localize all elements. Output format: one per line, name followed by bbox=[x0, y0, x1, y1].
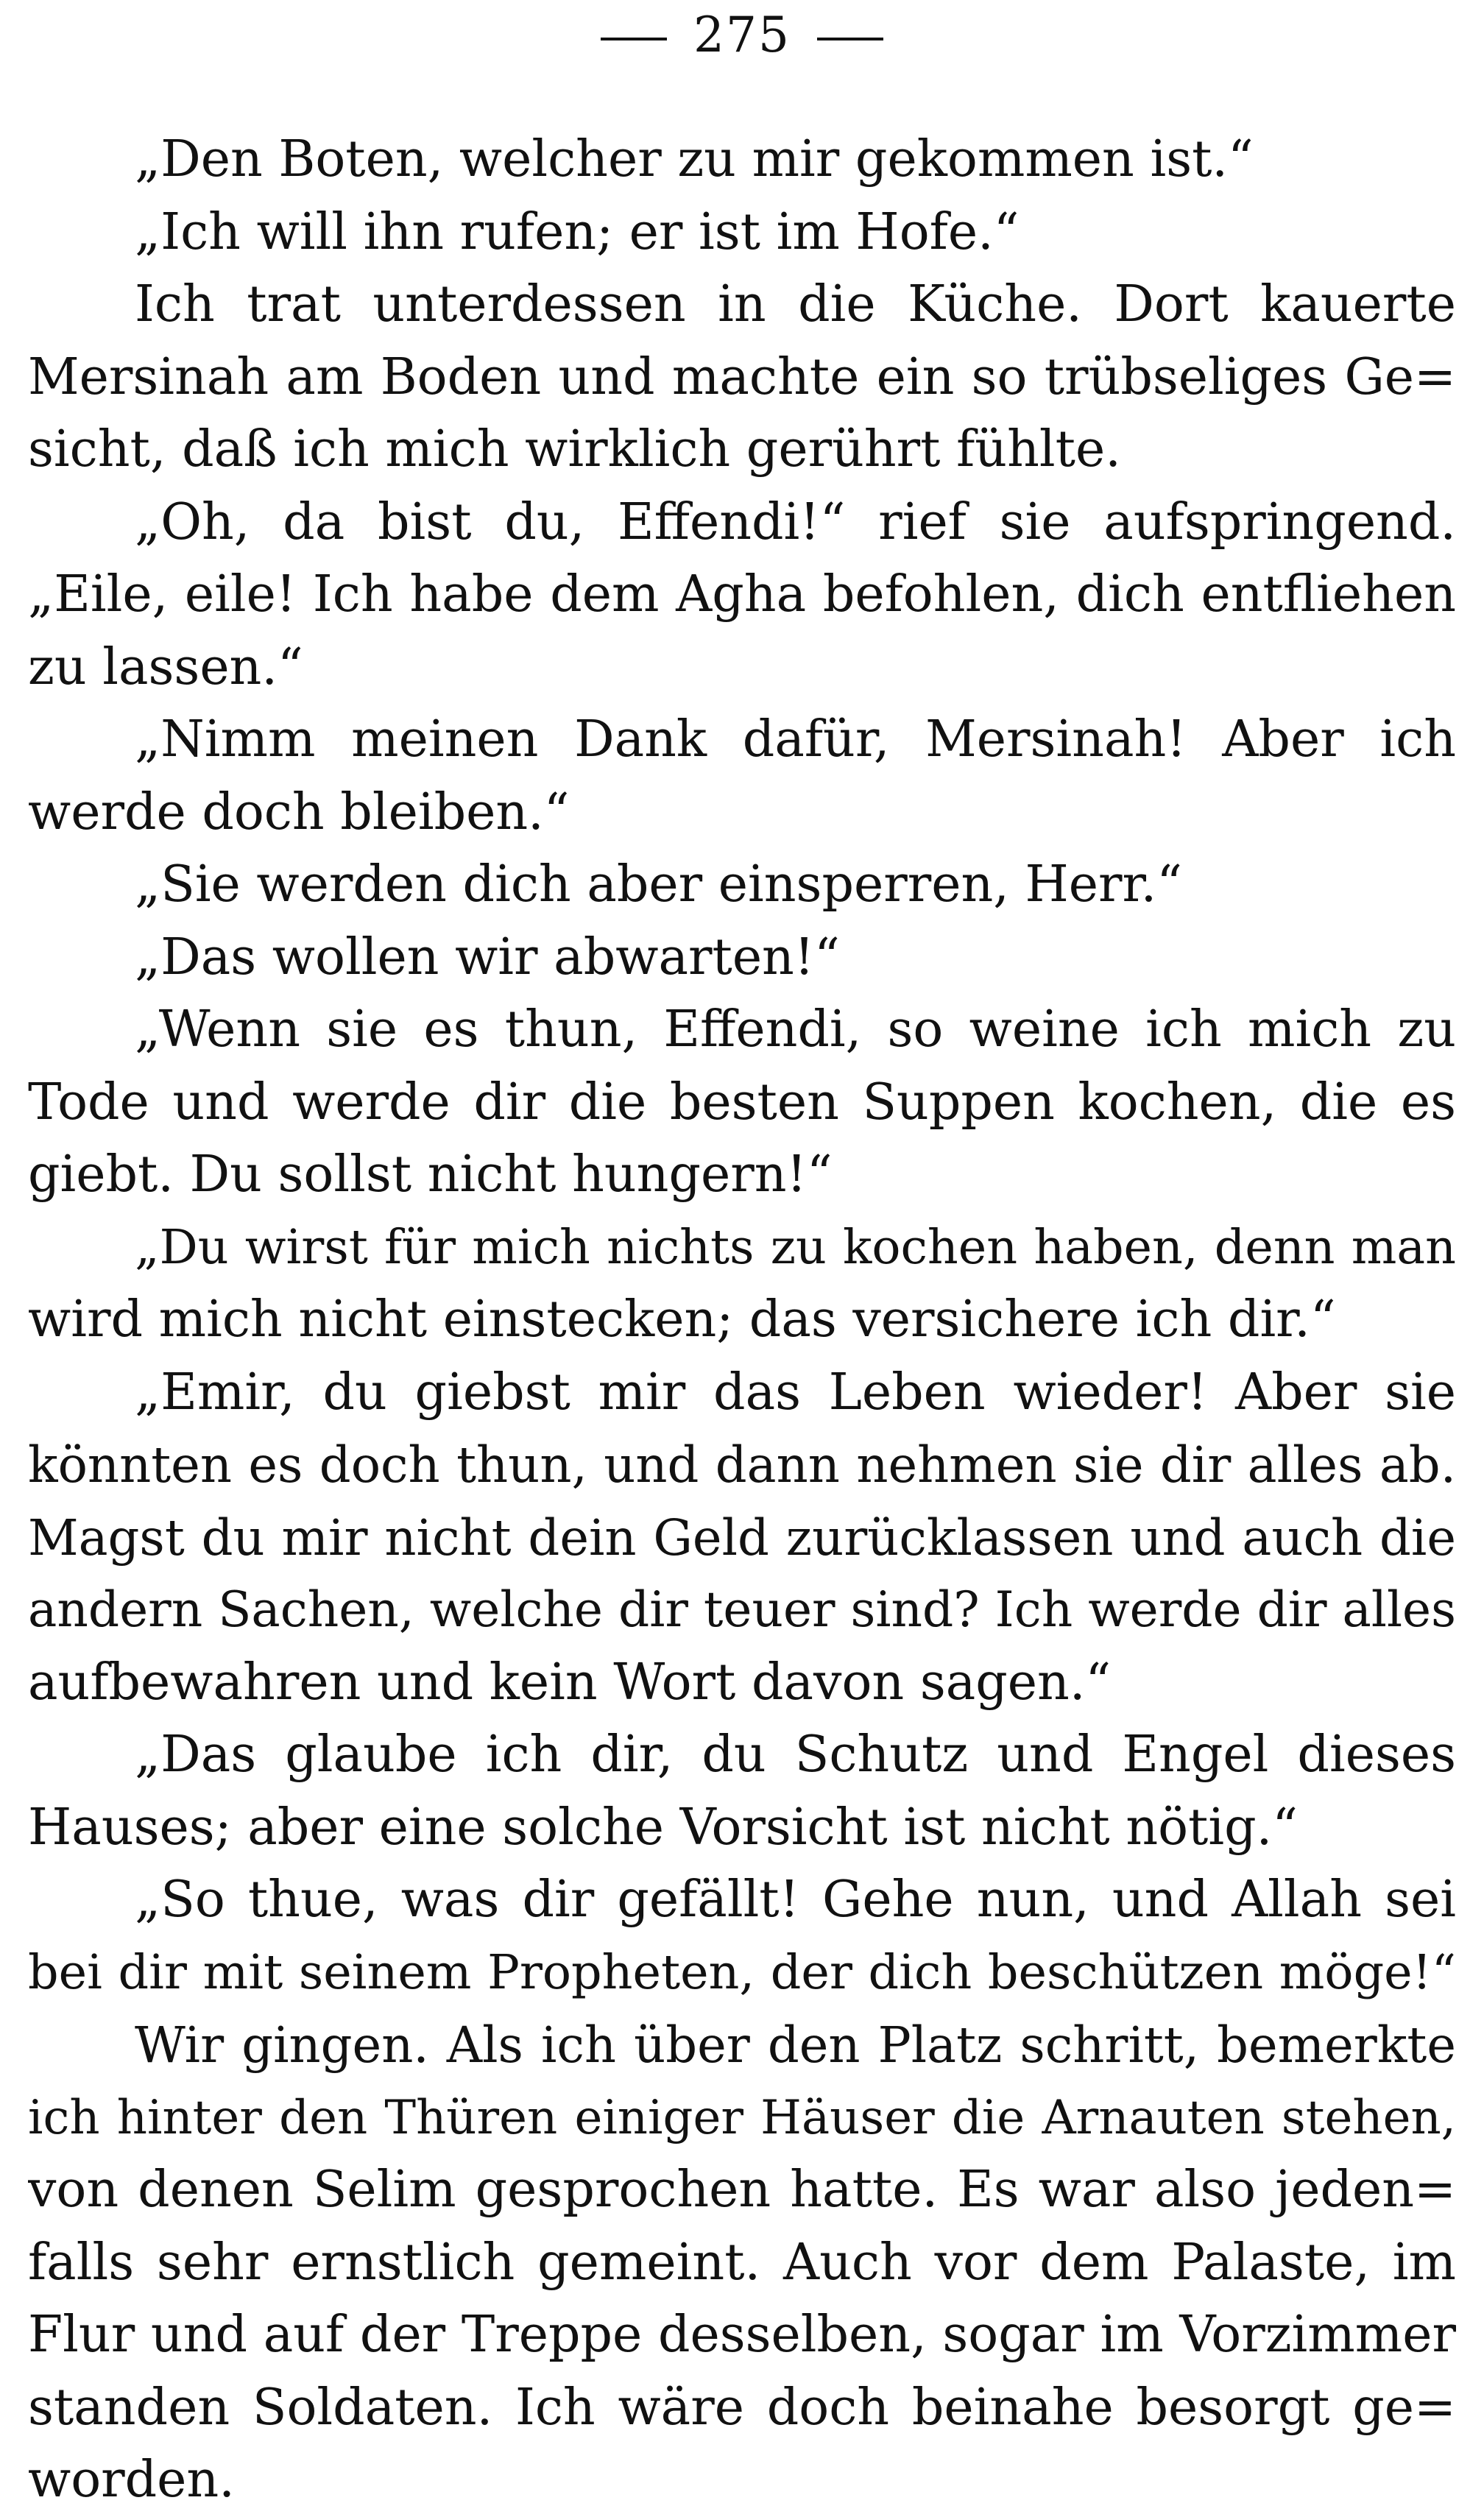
text-line: falls sehr ernstlich gemeint. Auch vor dem Palaste, im bbox=[28, 2233, 1456, 2292]
page-number: 275 bbox=[693, 7, 791, 63]
text-line: Flur und auf der Treppe desselben, sogar im Vorzimmer bbox=[28, 2306, 1456, 2364]
text-line: sicht, daß ich mich wirklich gerührt fühlte. bbox=[28, 420, 1121, 479]
body-text bbox=[28, 124, 1456, 2517]
header-dash-right bbox=[817, 38, 883, 40]
text-line: „Nimm meinen Dank dafür, Mersinah! Aber ich bbox=[135, 710, 1456, 769]
text-line: Mersinah am Boden und machte ein so trübseliges Ge= bbox=[28, 347, 1456, 406]
text-line: Ich trat unterdessen in die Küche. Dort kauerte bbox=[135, 275, 1456, 333]
text-line: Hauses; aber eine solche Vorsicht ist nicht nötig.“ bbox=[28, 1798, 1298, 1857]
text-line: könnten es doch thun, und dann nehmen sie dir alles ab. bbox=[28, 1436, 1456, 1494]
text-line: ich hinter den Thüren einiger Häuser die Arnauten stehen, bbox=[28, 2090, 1456, 2145]
text-line: „Das glaube ich dir, du Schutz und Engel dieses bbox=[135, 1726, 1456, 1784]
text-line: „Eile, eile! Ich habe dem Agha befohlen, dich entfliehen bbox=[28, 565, 1456, 624]
text-line: „Den Boten, welcher zu mir gekommen ist.“ bbox=[135, 130, 1254, 188]
text-line: „Ich will ihn rufen; er ist im Hofe.“ bbox=[135, 202, 1020, 261]
text-line: Tode und werde dir die besten Suppen kochen, die es bbox=[28, 1073, 1456, 1132]
text-line: „Das wollen wir abwarten!“ bbox=[135, 928, 840, 986]
text-line: bei dir mit seinem Propheten, der dich beschützen möge!“ bbox=[28, 1944, 1456, 2000]
text-line: „Oh, da bist du, Effendi!“ rief sie aufspringend. bbox=[135, 493, 1456, 551]
text-line: „Emir, du giebst mir das Leben wieder! Aber sie bbox=[135, 1363, 1456, 1422]
text-line: aufbewahren und kein Wort davon sagen.“ bbox=[28, 1653, 1112, 1712]
text-line: Wir gingen. Als ich über den Platz schritt, bemerkte bbox=[135, 2016, 1456, 2074]
text-line: von denen Selim gesprochen hatte. Es war also jeden= bbox=[28, 2161, 1456, 2219]
text-line: standen Soldaten. Ich wäre doch beinahe besorgt ge= bbox=[28, 2378, 1456, 2437]
book-page bbox=[28, 0, 1456, 2509]
text-line: andern Sachen, welche dir teuer sind? Ich werde dir alles bbox=[28, 1581, 1456, 1638]
text-line: wird mich nicht einstecken; das versichere ich dir.“ bbox=[28, 1291, 1336, 1349]
text-line: Magst du mir nicht dein Geld zurücklassen und auch die bbox=[28, 1508, 1456, 1567]
text-line: zu lassen.“ bbox=[28, 638, 303, 696]
header-dash-left bbox=[601, 38, 667, 40]
text-line: „Wenn sie es thun, Effendi, so weine ich mich zu bbox=[135, 1000, 1456, 1059]
text-line: „Sie werden dich aber einsperren, Herr.“ bbox=[135, 855, 1182, 914]
text-line: worden. bbox=[28, 2451, 235, 2509]
text-line: giebt. Du sollst nicht hungern!“ bbox=[28, 1145, 833, 1204]
text-line: „Du wirst für mich nichts zu kochen haben, denn man bbox=[135, 1219, 1456, 1275]
text-line: „So thue, was dir gefällt! Gehe nun, und Allah sei bbox=[135, 1871, 1456, 1929]
page-header bbox=[28, 6, 1456, 65]
text-line: werde doch bleiben.“ bbox=[28, 783, 570, 841]
